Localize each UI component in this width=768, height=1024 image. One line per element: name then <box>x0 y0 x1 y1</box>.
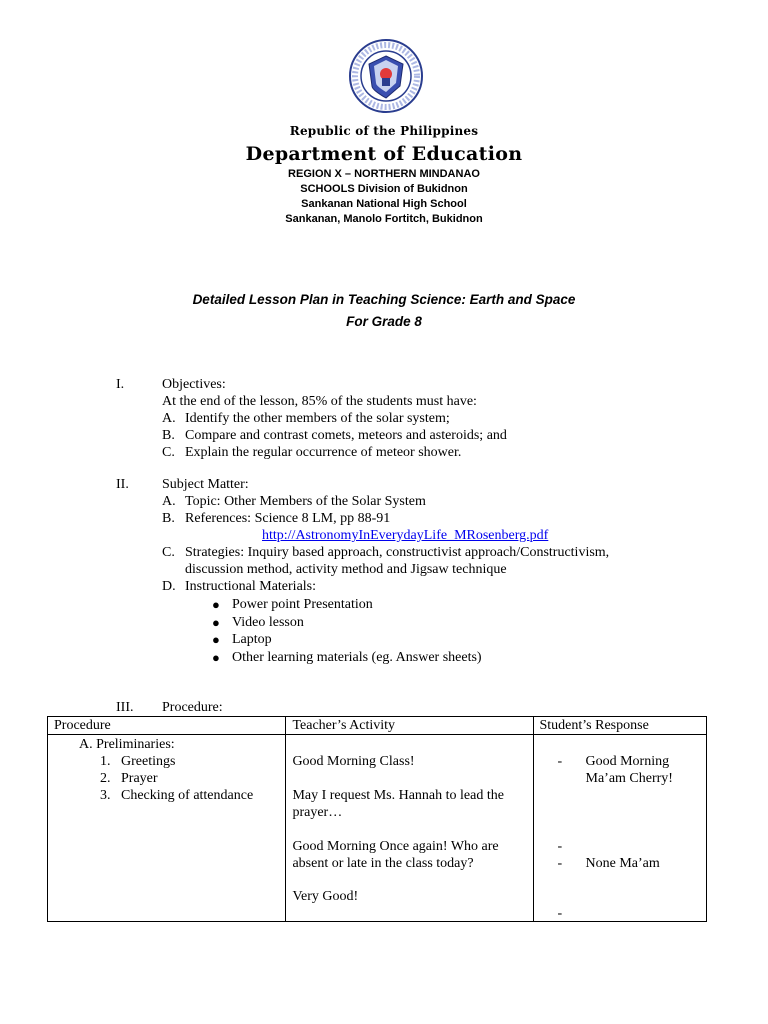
objective-item: C. Explain the regular occurrence of meteor shower. <box>162 445 462 460</box>
subject-matter-heading: Subject Matter: <box>162 477 249 492</box>
division-line: SCHOOLS Division of Bukidnon <box>300 183 468 195</box>
objective-item: A. Identify the other members of the solar system; <box>162 411 450 426</box>
column-header-student: Student’s Response <box>533 717 707 735</box>
objectives-intro: At the end of the lesson, 85% of the students must have: <box>162 394 477 409</box>
response-dash: - <box>557 906 563 921</box>
material-item: Power point Presentation <box>232 597 373 612</box>
deped-seal-icon <box>348 38 424 114</box>
response-dash: - <box>557 839 563 854</box>
department-heading: Department of Education <box>245 143 523 165</box>
bullet-icon: ● <box>212 597 220 612</box>
list-item: 2. Prayer <box>100 771 158 786</box>
table-row <box>48 735 707 922</box>
objectives-heading: Objectives: <box>162 377 226 392</box>
list-item: 3. Checking of attendance <box>100 788 254 803</box>
republic-heading: Republic of the Philippines <box>289 124 479 138</box>
teacher-line: absent or late in the class today? <box>292 856 474 871</box>
list-item: 1. Greetings <box>100 754 176 769</box>
bullet-icon: ● <box>212 615 220 630</box>
material-item: Other learning materials (eg. Answer sheets) <box>232 650 482 665</box>
response-dash: - <box>557 754 563 769</box>
lesson-plan-title: Detailed Lesson Plan in Teaching Science: Earth and Space <box>192 292 576 307</box>
student-response-cell <box>533 735 707 922</box>
materials-line: D. Instructional Materials: <box>162 579 317 594</box>
bullet-icon: ● <box>212 632 220 647</box>
material-item: Video lesson <box>232 615 304 630</box>
response-line: None Ma’am <box>585 856 660 871</box>
procedure-heading: Procedure: <box>162 700 223 715</box>
column-header-teacher: Teacher’s Activity <box>286 717 533 735</box>
topic-line: A. Topic: Other Members of the Solar System <box>162 494 426 509</box>
preliminaries-title: A. Preliminaries: <box>79 737 175 752</box>
references-line: B. References: Science 8 LM, pp 88-91 <box>162 511 391 526</box>
teacher-line: Good Morning Once again! Who are <box>292 839 499 854</box>
section-numeral-procedure: III. <box>116 700 134 715</box>
material-item: Laptop <box>232 632 272 647</box>
reference-link[interactable]: http://AstronomyInEverydayLife_MRosenberg.pdf <box>262 528 549 543</box>
strategies-line: C. Strategies: Inquiry based approach, constructivist approach/Constructivism, <box>162 545 610 560</box>
response-line: Good Morning <box>585 754 670 769</box>
strategies-line-continued: discussion method, activity method and Jigsaw technique <box>185 562 507 577</box>
teacher-line: prayer… <box>292 805 343 820</box>
teacher-line: Very Good! <box>292 889 359 904</box>
school-line: Sankanan National High School <box>301 198 467 210</box>
objective-item: B. Compare and contrast comets, meteors and asteroids; and <box>162 428 507 443</box>
procedure-cell <box>48 735 286 922</box>
section-numeral-objectives: I. <box>116 377 125 392</box>
lesson-plan-grade: For Grade 8 <box>346 314 422 329</box>
response-line: Ma’am Cherry! <box>585 771 673 786</box>
region-line: REGION X – NORTHERN MINDANAO <box>288 168 480 180</box>
response-dash: - <box>557 856 563 871</box>
teacher-line: May I request Ms. Hannah to lead the <box>292 788 504 803</box>
column-header-procedure: Procedure <box>48 717 286 735</box>
address-line: Sankanan, Manolo Fortitch, Bukidnon <box>285 213 483 225</box>
bullet-icon: ● <box>212 650 220 665</box>
section-numeral-subject: II. <box>116 477 129 492</box>
teacher-line: Good Morning Class! <box>292 754 415 769</box>
teacher-activity-cell <box>286 735 533 922</box>
procedure-table <box>47 716 707 922</box>
